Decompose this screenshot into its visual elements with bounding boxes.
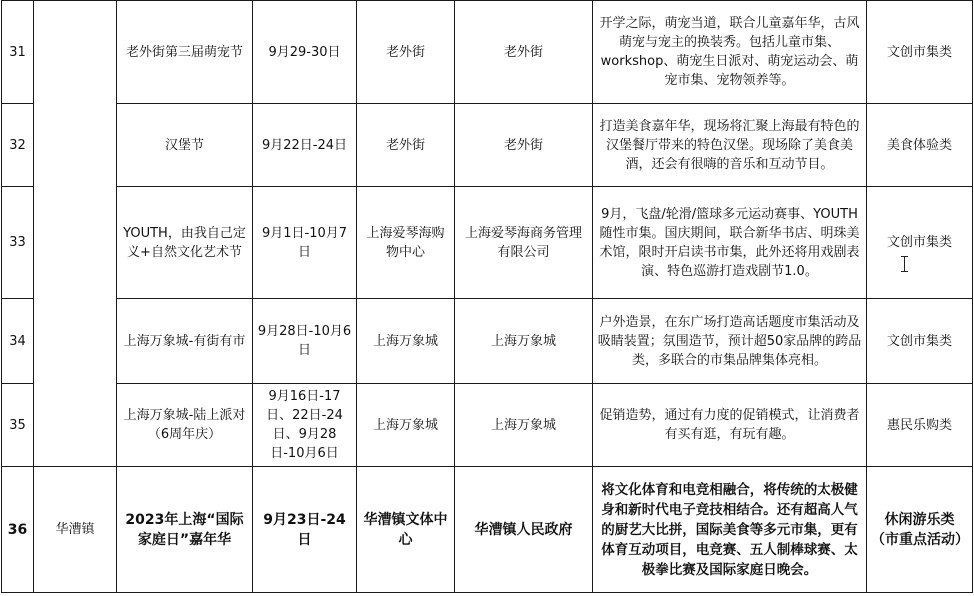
activity-date: 9月22日-24日 — [253, 104, 357, 187]
activity-venue: 上海爱琴海购物中心 — [357, 187, 455, 299]
activity-name: 上海万象城-有街有市 — [117, 299, 253, 384]
activity-description: 开学之际，萌宠当道，联合儿童嘉年华，古风萌宠与宠主的换装秀。包括儿童市集、workshop、萌宠生日派对、萌宠运动会、萌宠市集、宠物领养等。 — [593, 1, 867, 104]
table-row — [2, 187, 973, 299]
activity-name: 上海万象城-陆上派对（6周年庆） — [117, 384, 253, 467]
row-number: 32 — [2, 104, 34, 187]
row-number: 33 — [2, 187, 34, 299]
table-row — [2, 299, 973, 384]
activity-venue: 上海万象城 — [357, 384, 455, 467]
table-row — [2, 467, 973, 593]
activity-date: 9月29-30日 — [253, 1, 357, 104]
activity-date: 9月23日-24日 — [253, 467, 357, 593]
activity-organizer: 老外街 — [455, 1, 593, 104]
activity-organizer: 上海爱琴海商务管理有限公司 — [455, 187, 593, 299]
activity-organizer: 华漕镇人民政府 — [455, 467, 593, 593]
row-number: 34 — [2, 299, 34, 384]
row-number: 31 — [2, 1, 34, 104]
activity-table — [1, 0, 973, 593]
activity-category: 惠民乐购类 — [867, 384, 973, 467]
activity-category: 美食体验类 — [867, 104, 973, 187]
activity-venue: 老外街 — [357, 104, 455, 187]
activity-venue: 老外街 — [357, 1, 455, 104]
table-row — [2, 104, 973, 187]
activity-organizer: 老外街 — [455, 104, 593, 187]
activity-name: 2023年上海“国际家庭日”嘉年华 — [117, 467, 253, 593]
activity-date: 9月1日-10月7日 — [253, 187, 357, 299]
activity-date: 9月28日-10月6日 — [253, 299, 357, 384]
table-row — [2, 1, 973, 104]
district-name: 华漕镇 — [34, 467, 117, 593]
activity-date: 9月16日-17日、22日-24日、9月28日-10月6日 — [253, 384, 357, 467]
activity-description: 将文化体育和电竞相融合，将传统的太极健身和新时代电子竞技相结合。还有超高人气的厨艺大比拼，国际美食等多元市集，更有体育互动项目，电竞赛、五人制棒球赛、太极拳比赛及国际家庭日晚会。 — [593, 467, 867, 593]
table-row — [2, 384, 973, 467]
activity-description: 打造美食嘉年华，现场将汇聚上海最有特色的汉堡餐厅带来的特色汉堡。现场除了美食美酒，还会有很嗨的音乐和互动节目。 — [593, 104, 867, 187]
activity-organizer: 上海万象城 — [455, 384, 593, 467]
activity-category: 文创市集类 — [867, 187, 973, 299]
district-cell — [34, 1, 117, 467]
activity-category: 文创市集类 — [867, 299, 973, 384]
row-number: 36 — [2, 467, 34, 593]
activity-venue: 上海万象城 — [357, 299, 455, 384]
activity-category: 文创市集类 — [867, 1, 973, 104]
activity-organizer: 上海万象城 — [455, 299, 593, 384]
activity-description: 9月，飞盘/轮滑/篮球多元运动赛事、YOUTH随性市集。国庆期间，联合新华书店、明珠美术馆，限时开启读书市集，此外还将用戏剧表演、特色巡游打造戏剧节1.0。 — [593, 187, 867, 299]
activity-description: 户外造景，在东广场打造高话题度市集活动及吸睛装置；氛围造节，预计超50家品牌的跨品类，多联合的市集品牌集体亮相。 — [593, 299, 867, 384]
activity-description: 促销造势，通过有力度的促销模式，让消费者有买有逛，有玩有趣。 — [593, 384, 867, 467]
activity-name: YOUTH，由我自己定义+自然文化艺术节 — [117, 187, 253, 299]
activity-name: 汉堡节 — [117, 104, 253, 187]
activity-venue: 华漕镇文体中心 — [357, 467, 455, 593]
activity-name: 老外街第三届萌宠节 — [117, 1, 253, 104]
activity-category: 休闲游乐类（市重点活动） — [867, 467, 973, 593]
row-number: 35 — [2, 384, 34, 467]
